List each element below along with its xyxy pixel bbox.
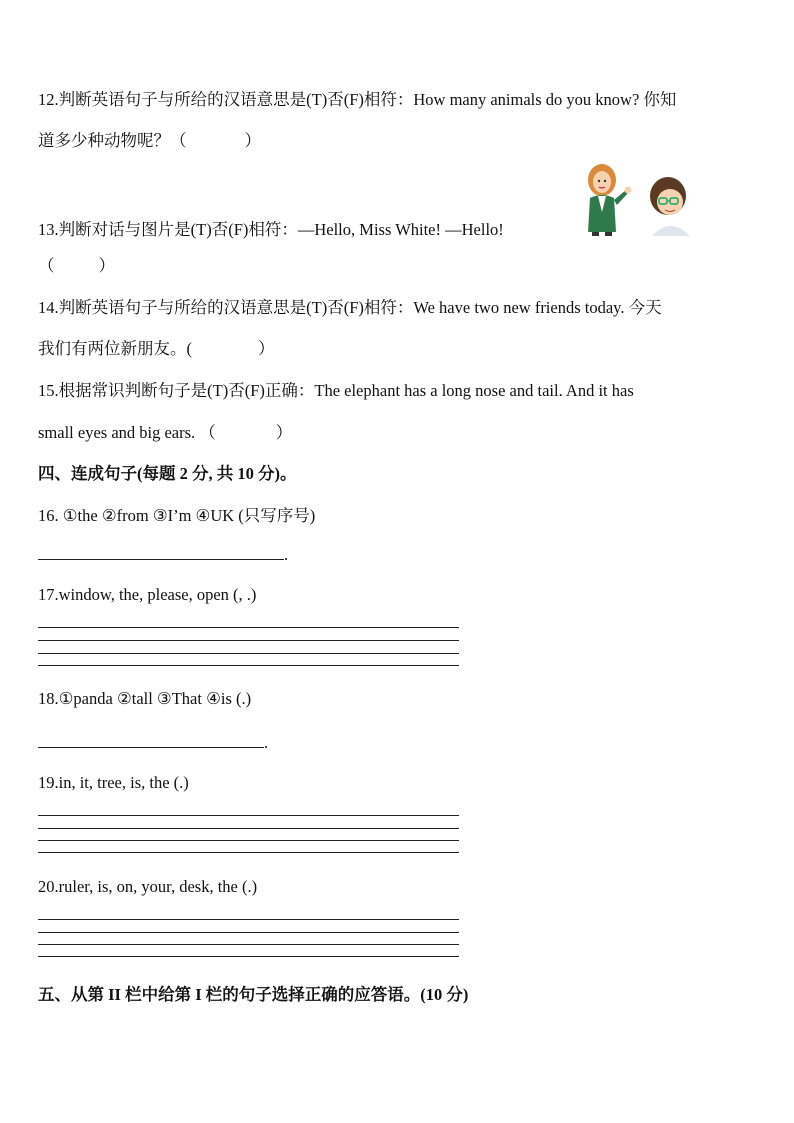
section4-heading: 四、连成句子(每题 2 分, 共 10 分)。 [38,464,297,483]
q14-prompt: 我们有两位新朋友。( [38,339,192,358]
q16-prompt: 16. ①the ②from ③I’m ④UK (只写序号) [38,506,316,525]
q13-line1: 13.判断对话与图片是(T)否(F)相符：—Hello, Miss White! —Hello! [38,220,504,239]
q18-answer-line[interactable] [38,733,264,748]
q18-answer-row [38,733,268,753]
boy-figure [650,177,690,236]
q20-writing-line-1[interactable] [38,919,459,920]
teacher-figure [588,164,632,236]
q17-writing-line-3[interactable] [38,653,459,654]
q16-period: . [284,545,289,564]
q15-line2 [38,419,292,443]
q20-writing-line-3[interactable] [38,944,459,945]
q13-close-paren: ） [98,256,115,275]
q12-close-paren: ） [244,131,261,150]
q14-close-paren: ） [258,339,275,358]
q19-prompt: 19.in, it, tree, is, the (.) [38,773,189,792]
q18-period: . [264,733,269,752]
q12-line2 [38,127,261,151]
q19-writing-line-3[interactable] [38,840,459,841]
q12-line1: 12.判断英语句子与所给的汉语意思是(T)否(F)相符：How many animals do you know? 你知 [38,90,677,109]
q14-line2 [38,335,275,359]
q20-writing-line-4[interactable] [38,956,459,957]
q17-writing-line-4[interactable] [38,665,459,666]
q19-writing-line-1[interactable] [38,815,459,816]
q17-prompt: 17.window, the, please, open (, .) [38,585,257,604]
q13-line2 [38,252,115,276]
q16-answer-line[interactable] [38,545,284,560]
q20-writing-line-2[interactable] [38,932,459,933]
q15-close-paren: ） [275,423,293,442]
q15-prompt: small eyes and big ears. （ [38,423,216,442]
section5-heading: 五、从第 II 栏中给第 I 栏的句子选择正确的应答语。(10 分) [38,985,469,1004]
q18-prompt: 18.①panda ②tall ③That ④is (.) [38,689,252,708]
q20-prompt: 20.ruler, is, on, your, desk, the (.) [38,877,258,896]
q17-writing-line-1[interactable] [38,627,459,628]
q16-answer-row [38,545,288,565]
q13-open-paren: （ [38,256,55,275]
q14-line1: 14.判断英语句子与所给的汉语意思是(T)否(F)相符：We have two new friends today. 今天 [38,298,662,317]
q19-writing-line-2[interactable] [38,828,459,829]
q15-line1: 15.根据常识判断句子是(T)否(F)正确：The elephant has a long nose and tail. And it has [38,381,634,400]
q12-prompt: 道多少种动物呢？（ [38,131,187,150]
q17-writing-line-2[interactable] [38,640,459,641]
q19-writing-line-4[interactable] [38,852,459,853]
teacher-student-greeting-illustration [580,160,700,236]
